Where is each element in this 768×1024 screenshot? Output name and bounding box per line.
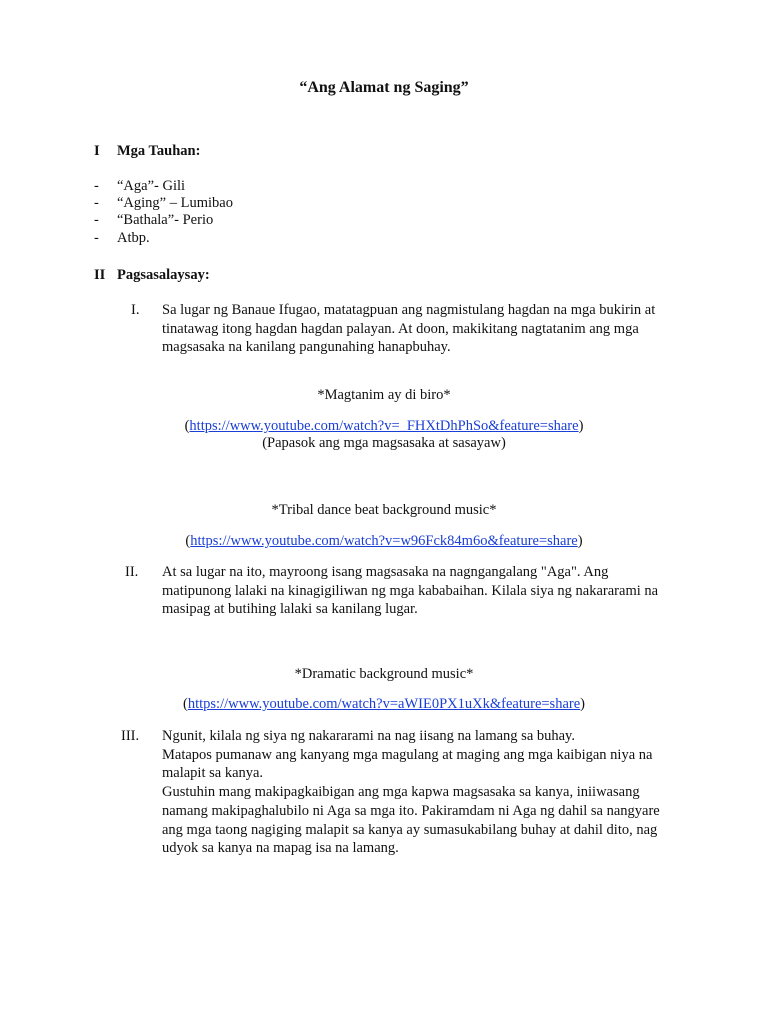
paragraph-line: ang mga taong nagiging malapit sa kanya ay sumasukabilang buhay at dahil dito, nag (162, 821, 658, 838)
section-numeral-1: I (94, 143, 100, 159)
paragraph-part-3 (162, 727, 702, 858)
paren-open: ( (185, 533, 191, 549)
music-link-line-3 (0, 695, 768, 713)
paren-open: ( (184, 418, 190, 434)
paren-close: ) (580, 696, 585, 712)
list-item: “Aging” – Lumibao (117, 195, 233, 211)
music-link-line-1 (0, 417, 768, 435)
part-numeral-3: III. (121, 728, 140, 744)
paragraph-line: magsasaka na kanilang pangunahing hanapbuhay. (162, 339, 451, 356)
list-bullet: - (94, 195, 99, 211)
paragraph-part-2 (162, 563, 702, 619)
section-heading-tauhan: Mga Tauhan: (117, 143, 201, 159)
list-bullet: - (94, 178, 99, 194)
music-label-3: *Dramatic background music* (294, 666, 474, 682)
document-title: “Ang Alamat ng Saging” (299, 79, 469, 96)
music-label-1: *Magtanim ay di biro* (317, 387, 451, 403)
paragraph-line: matipunong lalaki na kinagigiliwan ng mga kababaihan. Kilala siya ng nakararami na (162, 582, 659, 599)
music-label-2: *Tribal dance beat background music* (271, 502, 497, 518)
paragraph-line: tinatawag itong hagdan hagdan palayan. At doon, makikitang nagtatanim ang mga (162, 320, 639, 337)
list-bullet: - (94, 212, 99, 228)
paren-close: ) (578, 418, 584, 434)
paragraph-line: At sa lugar na ito, mayroong isang magsasaka na nagngangalang "Aga". Ang (162, 564, 609, 580)
youtube-link-3[interactable]: https://www.youtube.com/watch?v=aWIE0PX1uXk&feature=share (187, 696, 581, 712)
paren-open: ( (183, 696, 188, 712)
paragraph-line: Gustuhin mang makipagkaibigan ang mga kapwa magsasaka sa kanya, iniiwasang (162, 784, 640, 801)
section-heading-pagsasalaysay: Pagsasalaysay: (117, 267, 210, 283)
paragraph-line: Matapos pumanaw ang kanyang mga magulang at maging ang mga kaibigan niya na (162, 746, 653, 763)
part-numeral-2: II. (125, 564, 139, 580)
list-item: “Aga”- Gili (117, 178, 186, 194)
youtube-link-1[interactable]: https://www.youtube.com/watch?v=_FHXtDhPhSo&feature=share (189, 418, 579, 434)
part-numeral-1: I. (131, 302, 140, 318)
paragraph-line: Sa lugar ng Banaue Ifugao, matatagpuan ang nagmistulang hagdan na mga bukirin at (162, 302, 656, 318)
youtube-link-2[interactable]: https://www.youtube.com/watch?v=w96Fck84m6o&feature=share (190, 533, 578, 549)
paragraph-line: Ngunit, kilala ng siya ng nakararami na nag iisang na lamang sa buhay. (162, 728, 575, 744)
paren-close: ) (577, 533, 583, 549)
list-item: “Bathala”- Perio (117, 212, 214, 228)
music-link-line-2 (0, 532, 768, 550)
section-numeral-2: II (94, 267, 106, 283)
paragraph-line: malapit sa kanya. (162, 765, 264, 782)
list-bullet: - (94, 230, 99, 246)
paragraph-part-1 (162, 301, 702, 357)
paragraph-line: udyok sa kanya na mapag isa na lamang. (162, 840, 399, 857)
paragraph-line: masipag at butihing lalaki sa kanilang lugar. (162, 601, 418, 618)
list-item: Atbp. (117, 230, 150, 246)
stage-note: (Papasok ang mga magsasaka at sasayaw) (262, 435, 506, 451)
paragraph-line: namang makipaghalubilo ni Aga sa mga ito. Pakiramdam ni Aga ng dahil sa nangyare (162, 802, 660, 819)
